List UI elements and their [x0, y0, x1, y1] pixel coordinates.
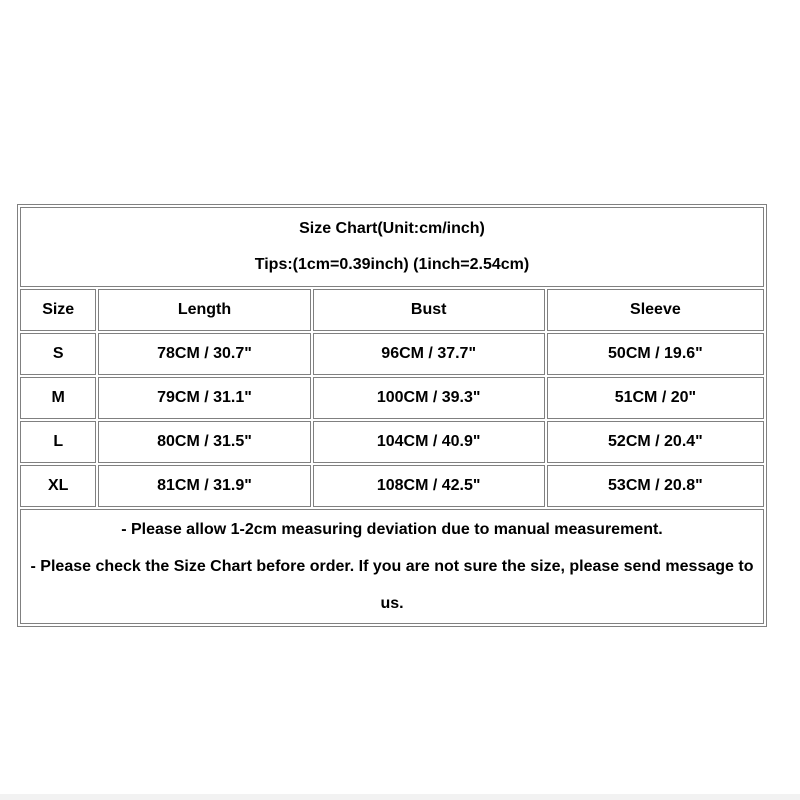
size-chart-table — [17, 204, 767, 627]
notes-cell — [20, 509, 764, 624]
sleeve-cell: 53CM / 20.8" — [547, 465, 764, 507]
sleeve-cell: 50CM / 19.6" — [547, 333, 764, 375]
bottom-divider — [0, 794, 800, 800]
column-header-bust: Bust — [313, 289, 545, 331]
column-header-sleeve: Sleeve — [547, 289, 764, 331]
chart-title: Size Chart(Unit:cm/inch) — [299, 220, 485, 237]
table-row — [20, 377, 764, 419]
table-title-row — [20, 207, 764, 287]
table-row — [20, 465, 764, 507]
bust-cell: 108CM / 42.5" — [313, 465, 545, 507]
length-cell: 80CM / 31.5" — [98, 421, 310, 463]
bust-cell: 96CM / 37.7" — [313, 333, 545, 375]
size-cell: L — [20, 421, 96, 463]
column-header-size: Size — [20, 289, 96, 331]
table-header-cell — [20, 207, 764, 287]
sleeve-cell: 52CM / 20.4" — [547, 421, 764, 463]
size-cell: S — [20, 333, 96, 375]
measurement-note: - Please allow 1-2cm measuring deviation due to manual measurement. — [121, 521, 663, 538]
conversion-tips: Tips:(1cm=0.39inch) (1inch=2.54cm) — [254, 256, 530, 273]
bust-cell: 100CM / 39.3" — [313, 377, 545, 419]
table-row — [20, 421, 764, 463]
column-header-row — [20, 289, 764, 331]
notes-row — [20, 509, 764, 624]
length-cell: 81CM / 31.9" — [98, 465, 310, 507]
table-row — [20, 333, 764, 375]
length-cell: 78CM / 30.7" — [98, 333, 310, 375]
size-cell: XL — [20, 465, 96, 507]
column-header-length: Length — [98, 289, 310, 331]
length-cell: 79CM / 31.1" — [98, 377, 310, 419]
bust-cell: 104CM / 40.9" — [313, 421, 545, 463]
order-note: - Please check the Size Chart before order. If you are not sure the size, please send message to us. — [30, 558, 754, 612]
size-cell: M — [20, 377, 96, 419]
sleeve-cell: 51CM / 20" — [547, 377, 764, 419]
